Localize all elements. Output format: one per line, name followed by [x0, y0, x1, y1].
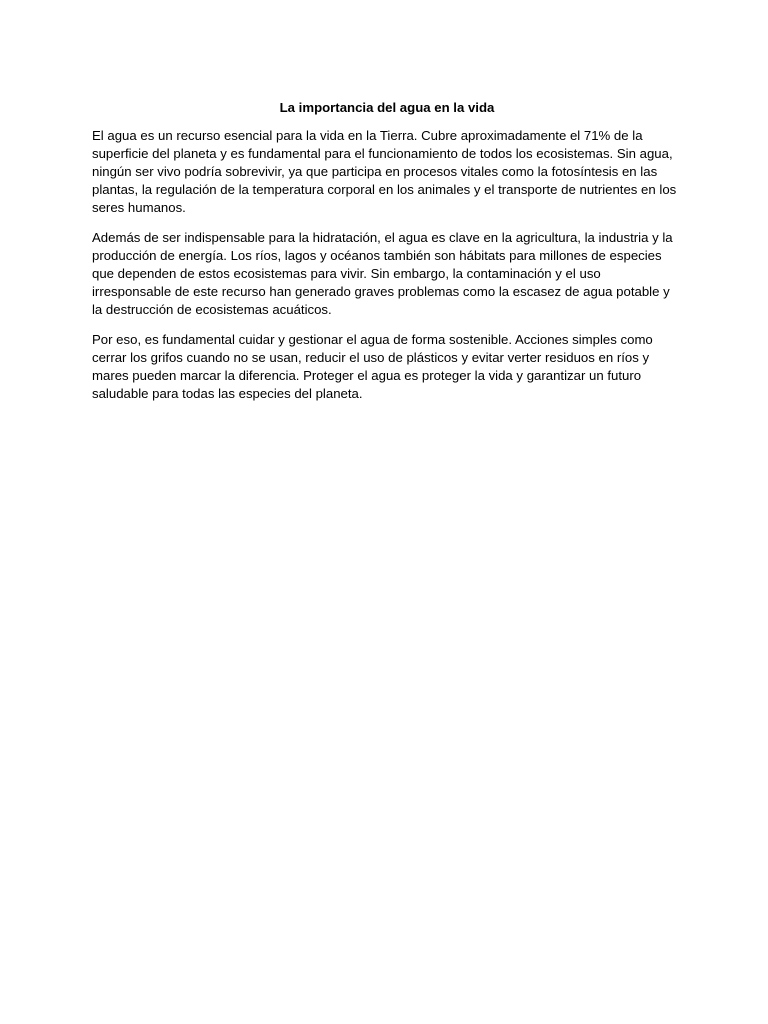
paragraph-1: El agua es un recurso esencial para la vida en la Tierra. Cubre aproximadamente el 71% de la superficie del planeta y es fundamental para el funcionamiento de todos los ecosistemas. Sin agua, ningún ser vivo podría sobrevivir, ya que participa en procesos vitales como la fotosíntesis en las plantas, la regulación de la temperatura corporal en los animales y el transporte de nutrientes en los seres humanos. — [92, 128, 677, 215]
document-body — [92, 99, 682, 415]
paragraph-3: Por eso, es fundamental cuidar y gestionar el agua de forma sostenible. Acciones simples como cerrar los grifos cuando no se usan, reducir el uso de plásticos y evitar verter residuos en ríos y mares pueden marcar la diferencia. Proteger el agua es proteger la vida y garantizar un futuro saludable para todas las especies del planeta. — [92, 332, 653, 401]
document-title: La importancia del agua en la vida — [279, 100, 495, 115]
paragraph-2: Además de ser indispensable para la hidratación, el agua es clave en la agricultura, la industria y la producción de energía. Los ríos, lagos y océanos también son hábitats para millones de especies que dependen de estos ecosistemas para vivir. Sin embargo, la contaminación y el uso irresponsable de este recurso han generado graves problemas como la escasez de agua potable y la destrucción de ecosistemas acuáticos. — [92, 230, 673, 317]
